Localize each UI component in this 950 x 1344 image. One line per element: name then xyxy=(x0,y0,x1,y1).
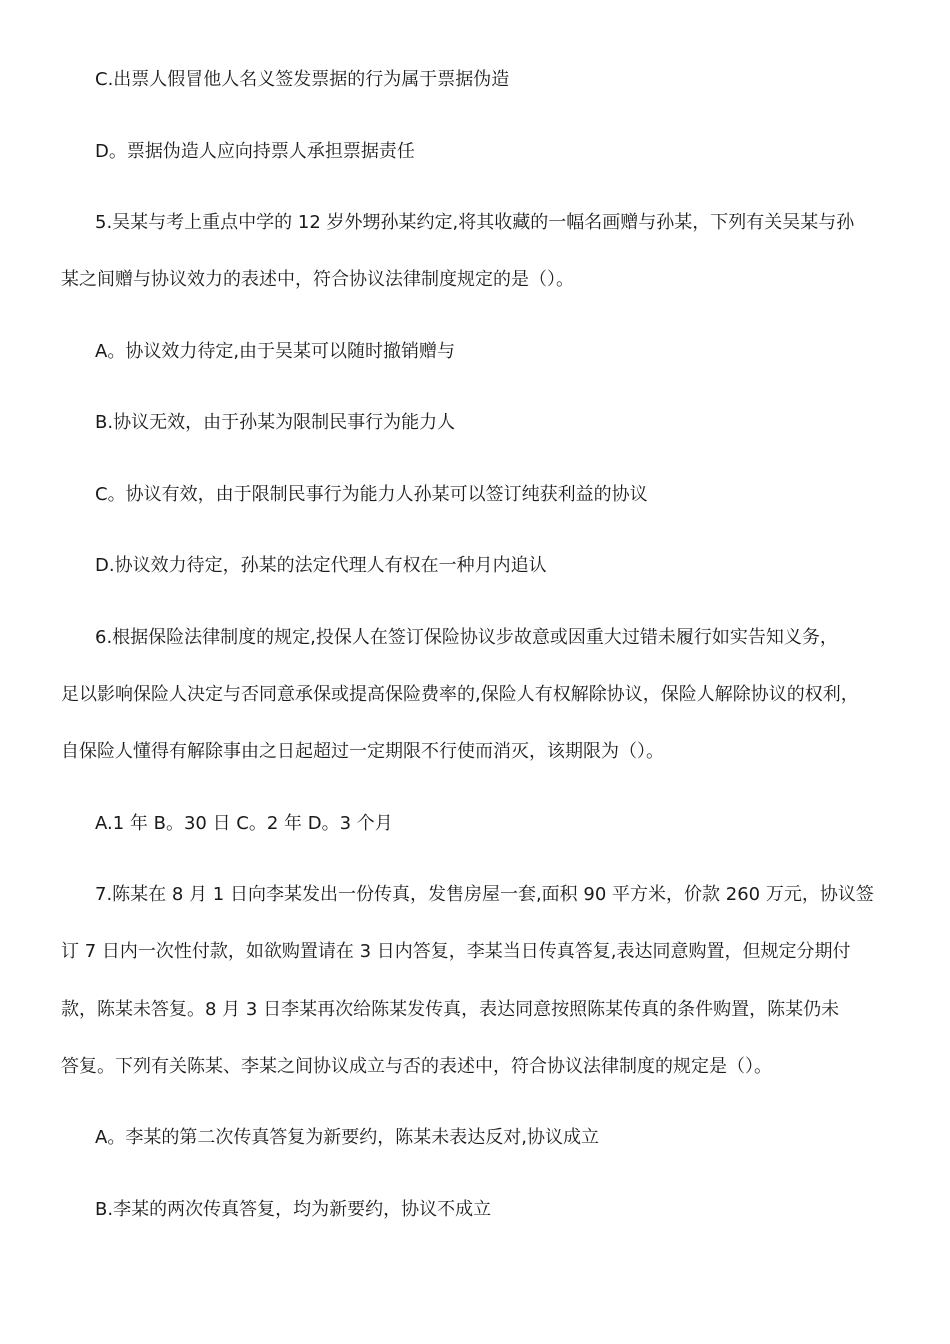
question-7-line-2: 订 7 日内一次性付款，如欲购置请在 3 日内答复，李某当日传真答复,表达同意购置，但规定分期付 xyxy=(61,941,851,962)
question-5-option-b: B.协议无效，由于孙某为限制民事行为能力人 xyxy=(95,412,456,433)
question-5-line-2: 某之间赠与协议效力的表述中，符合协议法律制度规定的是（）。 xyxy=(61,269,574,290)
question-7-option-a: A。李某的第二次传真答复为新要约，陈某未表达反对,协议成立 xyxy=(95,1127,600,1148)
question-6-line-2: 足以影响保险人决定与否同意承保或提高保险费率的,保险人有权解除协议，保险人解除协议的权利， xyxy=(61,684,859,705)
question-5-line-1: 5.吴某与考上重点中学的 12 岁外甥孙某约定,将其收藏的一幅名画赠与孙某，下列有关吴某与孙 xyxy=(95,212,855,233)
question-7-option-b: B.李某的两次传真答复，均为新要约，协议不成立 xyxy=(95,1199,492,1220)
question-6-line-3: 自保险人懂得有解除事由之日起超过一定期限不行使而消灭，该期限为（）。 xyxy=(61,741,664,762)
question-7-line-4: 答复。下列有关陈某、李某之间协议成立与否的表述中，符合协议法律制度的规定是（）。 xyxy=(61,1056,772,1077)
question-5-option-d: D.协议效力待定，孙某的法定代理人有权在一种月内追认 xyxy=(95,555,547,576)
question-6-options: A.1 年 B。30 日 C。2 年 D。3 个月 xyxy=(95,813,393,834)
question-7-line-3: 款，陈某未答复。8 月 3 日李某再次给陈某发传真，表达同意按照陈某传真的条件购置，陈某仍未 xyxy=(61,999,840,1020)
question-7-line-1: 7.陈某在 8 月 1 日向李某发出一份传真，发售房屋一套,面积 90 平方米，价款 260 万元，协议签 xyxy=(95,884,874,905)
question-6-line-1: 6.根据保险法律制度的规定,投保人在签订保险协议步故意或因重大过错未履行如实告知义务， xyxy=(95,627,838,648)
option-c-forgery: C.出票人假冒他人名义签发票据的行为属于票据伪造 xyxy=(95,69,510,90)
question-5-option-c: C。协议有效，由于限制民事行为能力人孙某可以签订纯获利益的协议 xyxy=(95,484,648,505)
option-d-forger-liability: D。票据伪造人应向持票人承担票据责任 xyxy=(95,141,415,162)
question-5-option-a: A。协议效力待定,由于吴某可以随时撤销赠与 xyxy=(95,341,456,362)
